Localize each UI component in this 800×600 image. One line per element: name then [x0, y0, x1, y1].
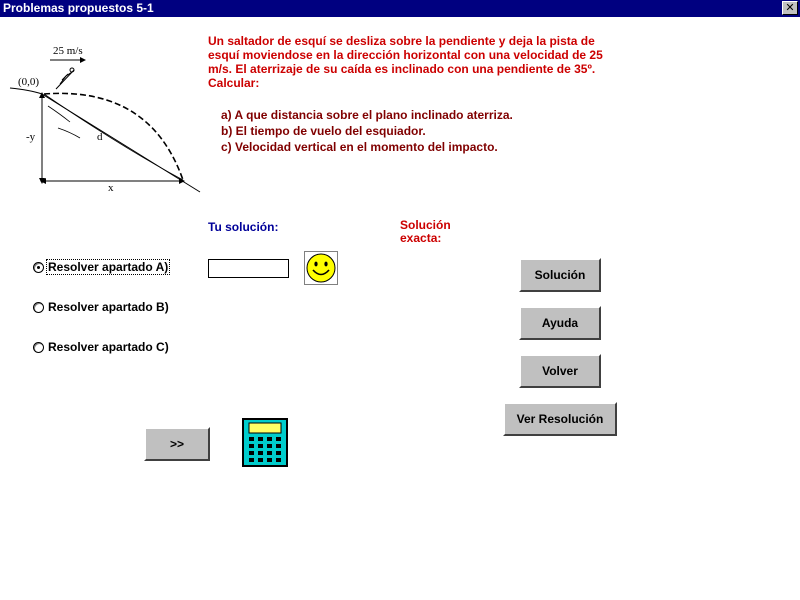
- trajectory-curve: [44, 93, 183, 180]
- option-b-label[interactable]: Resolver apartado B): [48, 300, 169, 314]
- close-icon: ✕: [785, 1, 795, 14]
- option-c-label[interactable]: Resolver apartado C): [48, 340, 169, 354]
- option-b-radio[interactable]: [33, 302, 44, 313]
- option-c-radio[interactable]: [33, 342, 44, 353]
- distance-line: [44, 94, 183, 180]
- question-a: a) A que distancia sobre el plano inclinado aterriza.: [221, 108, 513, 122]
- slope-hatching: [48, 106, 80, 138]
- question-c: c) Velocidad vertical en el momento del impacto.: [221, 140, 498, 154]
- view-resolution-button[interactable]: Ver Resolución: [503, 402, 617, 436]
- calculator-icon[interactable]: [242, 418, 288, 467]
- option-a-radio[interactable]: [33, 262, 44, 273]
- ramp-line: [10, 88, 42, 94]
- feedback-box: [304, 251, 338, 285]
- solution-button[interactable]: Solución: [519, 258, 601, 292]
- skier-icon: [56, 68, 74, 89]
- exact-solution-label: Solución exacta:: [400, 218, 451, 245]
- question-b: b) El tiempo de vuelo del esquiador.: [221, 124, 426, 138]
- answer-input[interactable]: [208, 259, 289, 278]
- question-list: [221, 107, 601, 155]
- window-titlebar: [0, 0, 800, 17]
- origin-label: (0,0): [18, 76, 40, 88]
- smiley-face-icon: [305, 252, 337, 284]
- velocity-arrowhead: [80, 57, 86, 63]
- distance-label: d: [97, 131, 103, 143]
- y-label: -y: [26, 131, 36, 143]
- problem-statement: Un saltador de esquí se desliza sobre la pendiente y deja la pista de esquí moviendose en la dirección horizontal con una velocidad de 25 m/s. El aterrizaje de su caída es inclinado con una pendiente de 35º. Calcular:: [208, 34, 603, 90]
- help-button[interactable]: Ayuda: [519, 306, 601, 340]
- option-c[interactable]: [33, 339, 170, 355]
- x-label: x: [108, 182, 114, 194]
- velocity-label: 25 m/s: [53, 45, 83, 57]
- close-button[interactable]: [782, 1, 798, 15]
- window-title: Problemas propuestos 5-1: [3, 1, 154, 15]
- next-button[interactable]: >>: [144, 427, 210, 461]
- ski-jump-diagram: [0, 36, 210, 206]
- back-button[interactable]: Volver: [519, 354, 601, 388]
- option-a-label[interactable]: Resolver apartado A): [48, 260, 169, 274]
- option-a[interactable]: [33, 259, 169, 275]
- your-solution-label: Tu solución:: [208, 220, 279, 234]
- option-b[interactable]: [33, 299, 170, 315]
